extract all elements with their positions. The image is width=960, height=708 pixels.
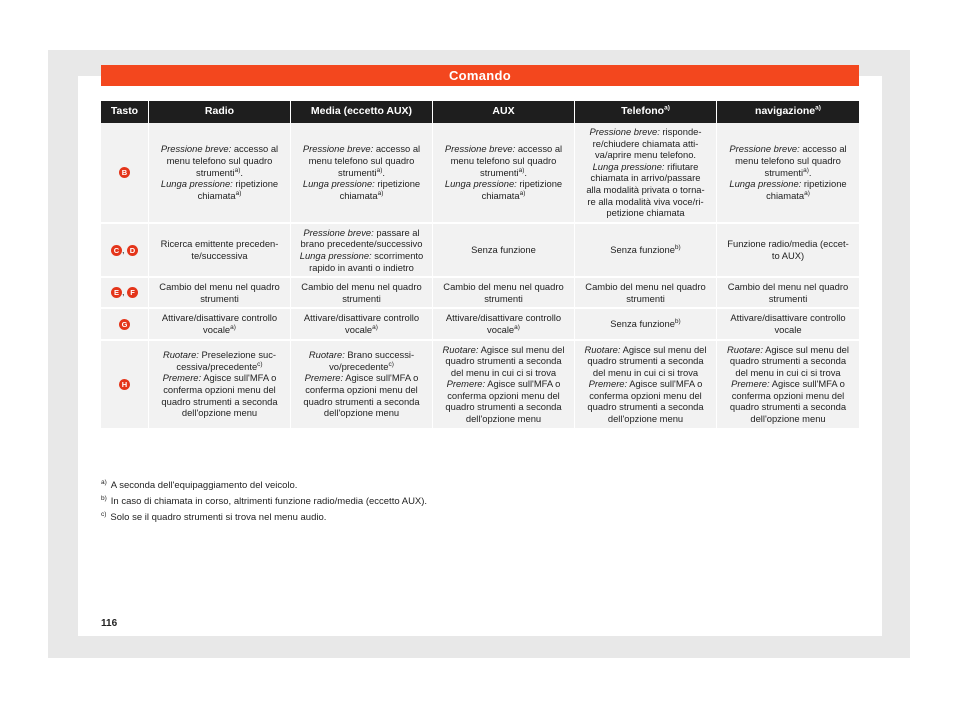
action-label: Premere: xyxy=(446,378,486,390)
cell-text: alla modalità privata o torna- xyxy=(586,183,705,195)
table-cell xyxy=(291,123,433,224)
key-badge: E xyxy=(111,287,122,298)
cell-text: scorrimento xyxy=(371,249,424,261)
cell-line xyxy=(437,155,570,167)
table-cell xyxy=(149,123,291,224)
key-cell xyxy=(101,309,149,340)
cell-text: chiamata in arrivo/passare xyxy=(590,172,701,184)
cell-text: accesso al xyxy=(231,143,279,155)
cell-line xyxy=(721,324,855,336)
cell-line xyxy=(295,178,428,190)
key-badge: H xyxy=(119,379,130,390)
cell-line xyxy=(295,293,428,305)
table-row xyxy=(101,341,859,430)
cell-line xyxy=(579,207,712,219)
footnote-ref: a) xyxy=(815,104,821,112)
cell-text: ripetizione xyxy=(801,178,847,190)
cell-line xyxy=(721,413,855,425)
cell-text: conferma opzioni menu del xyxy=(731,389,845,401)
cell-text: Preselezione suc- xyxy=(198,349,277,361)
cell-text: del menu in cui ci si trova xyxy=(735,366,841,378)
cell-text: accesso al xyxy=(515,143,563,155)
cell-line xyxy=(295,143,428,155)
cell-line xyxy=(437,190,570,202)
cell-line xyxy=(153,372,286,384)
table-cell xyxy=(717,224,859,278)
cell-line xyxy=(295,324,428,336)
cell-line xyxy=(721,401,855,413)
cell-text: Cambio del menu nel quadro xyxy=(443,281,564,293)
table-cell xyxy=(433,224,575,278)
cell-line xyxy=(295,227,428,239)
cell-line xyxy=(579,355,712,367)
cell-text: strumenti xyxy=(764,166,804,178)
column-header xyxy=(149,101,291,123)
column-header xyxy=(101,101,149,123)
table-cell xyxy=(291,309,433,340)
cell-text: chiamata xyxy=(197,189,236,201)
footnotes xyxy=(101,478,859,526)
column-header xyxy=(717,101,859,123)
table-cell xyxy=(149,224,291,278)
cell-line xyxy=(295,167,428,179)
cell-line xyxy=(295,312,428,324)
cell-line xyxy=(153,190,286,202)
key-cell xyxy=(101,341,149,430)
cell-text: Agisce sull'MFA o xyxy=(201,372,277,384)
cell-line xyxy=(721,390,855,402)
cell-text: chiamata xyxy=(339,189,378,201)
cell-text: Agisce sul menu del xyxy=(762,343,849,355)
table-body xyxy=(101,123,859,430)
action-label: Pressione breve: xyxy=(444,143,516,155)
cell-text: Attivare/disattivare controllo xyxy=(445,312,562,324)
cell-line xyxy=(437,178,570,190)
cell-line xyxy=(721,155,855,167)
footnote-ref: a) xyxy=(230,323,236,331)
cell-text: vocale xyxy=(345,323,373,335)
cell-text: dell'opzione menu xyxy=(750,413,826,425)
table-row xyxy=(101,278,859,309)
cell-text: conferma opzioni menu del xyxy=(305,384,418,396)
cell-text: re/chiudere chiamata atti- xyxy=(592,137,699,149)
footnote-text: Solo se il quadro strumenti si trova nel menu audio. xyxy=(110,512,327,523)
cell-line xyxy=(153,293,286,305)
footnote-ref: a) xyxy=(804,189,810,197)
cell-text: . xyxy=(382,166,385,178)
cell-text: strumenti xyxy=(768,292,808,304)
key-cell xyxy=(101,224,149,278)
cell-line xyxy=(437,244,570,256)
cell-text: quadro strumenti a seconda xyxy=(729,401,847,413)
action-label: Premere: xyxy=(304,372,344,384)
cell-line xyxy=(153,324,286,336)
action-label: Pressione breve: xyxy=(160,143,232,155)
cell-line xyxy=(579,244,712,256)
cell-line xyxy=(153,361,286,373)
cell-text: strumenti xyxy=(338,166,377,178)
cell-text: strumenti xyxy=(196,166,235,178)
cell-text: Cambio del menu nel quadro xyxy=(159,281,280,293)
footnote-ref: c) xyxy=(388,360,394,368)
key-cell xyxy=(101,278,149,309)
cell-text: accesso al xyxy=(799,143,847,155)
cell-text: strumenti xyxy=(626,292,665,304)
cell-text: risponde- xyxy=(659,126,702,137)
action-label: Lunga pressione: xyxy=(592,160,665,172)
cell-line xyxy=(153,396,286,408)
action-label: Premere: xyxy=(731,378,770,390)
cell-text: Senza funzione xyxy=(610,318,675,330)
cell-text: re alla modalità viva voce/ri- xyxy=(587,195,704,207)
cell-line xyxy=(295,349,428,361)
cell-line xyxy=(437,378,570,390)
cell-line xyxy=(295,250,428,262)
cell-line xyxy=(437,312,570,324)
cell-line xyxy=(721,344,855,356)
cell-text: del menu in cui ci si trova xyxy=(450,366,557,378)
cell-line xyxy=(721,190,855,202)
column-header-label: navigazione xyxy=(755,105,816,118)
action-label: Lunga pressione: xyxy=(299,249,372,261)
footnote xyxy=(101,478,859,494)
cell-text: quadro strumenti a seconda xyxy=(587,355,704,367)
cell-line xyxy=(295,155,428,167)
footnote-ref: b) xyxy=(674,317,681,325)
cell-line xyxy=(721,238,855,250)
cell-text: dell'opzione menu xyxy=(607,413,684,425)
cell-text: Agisce sul menu del xyxy=(620,343,707,355)
cell-line xyxy=(579,367,712,379)
cell-text: chiamata xyxy=(481,189,520,201)
table-row xyxy=(101,224,859,278)
cell-text: petizione chiamata xyxy=(606,207,685,219)
cell-line xyxy=(579,378,712,390)
action-label: Lunga pressione: xyxy=(160,178,233,190)
cell-text: Agisce sul menu del xyxy=(478,343,565,355)
cell-text: Cambio del menu nel quadro xyxy=(727,281,849,293)
action-label: Pressione breve: xyxy=(589,126,660,137)
cell-line xyxy=(153,238,286,250)
cell-text: ripetizione xyxy=(232,178,279,190)
column-header-label: Media (eccetto AUX) xyxy=(310,105,413,118)
cell-line xyxy=(153,155,286,167)
cell-line xyxy=(153,178,286,190)
cell-line xyxy=(437,367,570,379)
footnote-ref: a) xyxy=(803,166,809,174)
footnote xyxy=(101,510,859,526)
cell-text: quadro strumenti a seconda xyxy=(445,401,562,413)
cell-text: strumenti xyxy=(342,292,381,304)
cell-line xyxy=(153,281,286,293)
action-label: Pressione breve: xyxy=(303,226,374,238)
table-title: Comando xyxy=(101,65,859,86)
cell-text: vocale xyxy=(487,323,515,335)
cell-line xyxy=(437,390,570,402)
footnote xyxy=(101,494,859,510)
cell-text: Funzione radio/media (eccet- xyxy=(727,238,849,250)
cell-text: Cambio del menu nel quadro xyxy=(585,281,706,293)
cell-line xyxy=(153,167,286,179)
cell-line xyxy=(295,190,428,202)
footnote-ref: a) xyxy=(518,166,525,174)
cell-text: dell'opzione menu xyxy=(181,407,258,419)
cell-line xyxy=(295,262,428,274)
cell-line xyxy=(579,318,712,330)
cell-line xyxy=(153,250,286,262)
cell-text: conferma opzioni menu del xyxy=(447,389,560,401)
key-badge: D xyxy=(127,245,138,256)
table-cell xyxy=(433,278,575,309)
table-cell xyxy=(433,123,575,224)
cell-line xyxy=(437,167,570,179)
cell-text: to AUX) xyxy=(771,249,805,261)
table-cell xyxy=(433,341,575,430)
footnote-ref: a) xyxy=(514,323,520,331)
table-cell xyxy=(149,278,291,309)
key-badge: F xyxy=(127,287,138,298)
cell-line xyxy=(721,281,855,293)
footnote-text: In caso di chiamata in corso, altrimenti funzione radio/media (eccetto AUX). xyxy=(110,496,428,507)
column-header-label: AUX xyxy=(492,105,515,118)
cell-line xyxy=(295,238,428,250)
table-cell xyxy=(575,123,717,224)
cell-text: Cambio del menu nel quadro xyxy=(301,281,422,293)
cell-line xyxy=(579,281,712,293)
footnote-ref: a) xyxy=(376,166,383,174)
table-cell xyxy=(575,224,717,278)
action-label: Premere: xyxy=(588,378,628,390)
cell-text: chiamata xyxy=(766,189,805,201)
cell-text: vocale xyxy=(203,323,231,335)
cell-line xyxy=(721,178,855,190)
cell-text: . xyxy=(240,166,243,178)
table-row xyxy=(101,123,859,224)
table-cell xyxy=(149,341,291,430)
table-cell xyxy=(575,341,717,430)
cell-line xyxy=(579,196,712,208)
cell-text: Agisce sull'MFA o xyxy=(627,378,703,390)
cell-text: dell'opzione menu xyxy=(465,413,542,425)
table-cell xyxy=(291,224,433,278)
cell-text: conferma opzioni menu del xyxy=(589,389,702,401)
cell-text: vocale xyxy=(774,323,802,335)
cell-text: Senza funzione xyxy=(471,244,536,256)
key-separator: , xyxy=(121,244,127,255)
cell-text: ripetizione xyxy=(374,178,421,190)
cell-text: vo/precedente xyxy=(329,360,389,372)
command-table xyxy=(101,101,859,430)
cell-line xyxy=(721,167,855,179)
column-header xyxy=(575,101,717,123)
cell-text: quadro strumenti a seconda xyxy=(303,395,420,407)
cell-text: del menu in cui ci si trova xyxy=(592,366,699,378)
table-cell xyxy=(149,309,291,340)
cell-line xyxy=(721,143,855,155)
cell-line xyxy=(721,378,855,390)
cell-text: strumenti xyxy=(484,292,523,304)
cell-line xyxy=(153,312,286,324)
column-header-label: Radio xyxy=(204,105,235,118)
footnote-ref: c) xyxy=(257,360,263,368)
cell-line xyxy=(295,384,428,396)
cell-line xyxy=(721,355,855,367)
cell-text: . xyxy=(808,166,812,178)
cell-line xyxy=(579,390,712,402)
action-label: Ruotare: xyxy=(308,349,345,361)
cell-line xyxy=(579,161,712,173)
cell-line xyxy=(437,401,570,413)
cell-text: Agisce sull'MFA o xyxy=(769,378,845,390)
footnote-ref: a) xyxy=(377,189,384,197)
cell-line xyxy=(295,281,428,293)
cell-line xyxy=(579,138,712,150)
cell-line xyxy=(437,143,570,155)
table-cell xyxy=(291,341,433,430)
cell-line xyxy=(579,126,712,138)
column-header xyxy=(433,101,575,123)
action-label: Lunga pressione: xyxy=(729,178,802,190)
cell-text: ripetizione xyxy=(516,178,563,190)
action-label: Pressione breve: xyxy=(302,143,374,155)
cell-text: menu telefono sul quadro xyxy=(308,154,415,166)
action-label: Ruotare: xyxy=(727,343,763,355)
cell-line xyxy=(721,250,855,262)
footnote-ref: a) xyxy=(519,189,526,197)
cell-text: brano precedente/successivo xyxy=(300,238,423,250)
cell-text: Agisce sull'MFA o xyxy=(485,378,561,390)
cell-text: Senza funzione xyxy=(610,244,675,256)
cell-text: cessiva/precedente xyxy=(176,360,258,372)
cell-text: va/aprire menu telefono. xyxy=(594,149,697,161)
cell-line xyxy=(153,384,286,396)
column-header-label: Tasto xyxy=(110,105,139,118)
cell-line xyxy=(579,344,712,356)
key-badge: C xyxy=(111,245,122,256)
footnote-ref: a) xyxy=(372,323,378,331)
cell-text: rapido in avanti o indietro xyxy=(309,261,414,273)
footnote-ref: a) xyxy=(664,104,670,112)
cell-text: Agisce sull'MFA o xyxy=(343,372,419,384)
cell-text: quadro strumenti a seconda xyxy=(445,355,562,367)
table-cell xyxy=(717,278,859,309)
action-label: Ruotare: xyxy=(162,349,199,361)
cell-line xyxy=(721,293,855,305)
key-separator: , xyxy=(121,287,127,298)
footnote-ref: a) xyxy=(234,166,241,174)
cell-line xyxy=(579,172,712,184)
table-cell xyxy=(717,309,859,340)
cell-text: quadro strumenti a seconda xyxy=(161,395,278,407)
cell-text: strumenti xyxy=(200,292,239,304)
table-cell xyxy=(433,309,575,340)
cell-text: Attivare/disattivare controllo xyxy=(730,312,846,324)
action-label: Lunga pressione: xyxy=(302,178,375,190)
column-header xyxy=(291,101,433,123)
cell-text: Ricerca emittente preceden- xyxy=(160,238,279,250)
cell-text: Attivare/disattivare controllo xyxy=(303,312,420,324)
action-label: Ruotare: xyxy=(442,343,479,355)
cell-line xyxy=(721,367,855,379)
cell-line xyxy=(437,324,570,336)
cell-line xyxy=(153,349,286,361)
column-header-label: Telefono xyxy=(621,105,665,118)
cell-text: . xyxy=(524,166,527,178)
cell-text: Brano successi- xyxy=(344,349,415,361)
table-cell xyxy=(717,341,859,430)
cell-text: quadro strumenti a seconda xyxy=(729,355,847,367)
cell-line xyxy=(295,372,428,384)
cell-line xyxy=(579,401,712,413)
key-badge: G xyxy=(119,319,130,330)
cell-text: menu telefono sul quadro xyxy=(166,154,273,166)
table-header-row xyxy=(101,101,859,123)
cell-text: menu telefono sul quadro xyxy=(450,154,557,166)
cell-line xyxy=(721,312,855,324)
cell-line xyxy=(579,149,712,161)
cell-line xyxy=(153,143,286,155)
cell-text: conferma opzioni menu del xyxy=(163,384,276,396)
cell-line xyxy=(437,293,570,305)
footnote-mark: b) xyxy=(101,494,107,502)
footnote-mark: c) xyxy=(101,510,107,518)
key-cell xyxy=(101,123,149,224)
cell-text: quadro strumenti a seconda xyxy=(587,401,704,413)
cell-text: rifiutare xyxy=(664,160,699,172)
cell-line xyxy=(295,407,428,419)
cell-text: accesso al xyxy=(373,143,421,155)
cell-line xyxy=(579,413,712,425)
cell-line xyxy=(437,355,570,367)
cell-text: Attivare/disattivare controllo xyxy=(161,312,278,324)
action-label: Premere: xyxy=(162,372,202,384)
footnote-ref: b) xyxy=(674,244,681,252)
cell-text: menu telefono sul quadro xyxy=(735,154,841,166)
action-label: Lunga pressione: xyxy=(444,178,517,190)
key-badge: B xyxy=(119,167,130,178)
table-cell xyxy=(575,309,717,340)
table-cell xyxy=(717,123,859,224)
cell-line xyxy=(295,361,428,373)
footnote-mark: a) xyxy=(101,478,107,486)
footnote-text: A seconda dell'equipaggiamento del veicolo. xyxy=(110,480,298,491)
cell-line xyxy=(437,344,570,356)
action-label: Ruotare: xyxy=(584,343,621,355)
footnote-ref: a) xyxy=(235,189,242,197)
action-label: Pressione breve: xyxy=(729,143,800,155)
cell-line xyxy=(295,396,428,408)
cell-line xyxy=(579,293,712,305)
cell-text: passare al xyxy=(373,226,420,238)
table-cell xyxy=(575,278,717,309)
cell-text: dell'opzione menu xyxy=(323,407,400,419)
cell-text: te/successiva xyxy=(191,249,248,261)
table-row xyxy=(101,309,859,340)
cell-line xyxy=(437,281,570,293)
table-cell xyxy=(291,278,433,309)
cell-line xyxy=(153,407,286,419)
cell-line xyxy=(437,413,570,425)
cell-text: strumenti xyxy=(480,166,519,178)
cell-line xyxy=(579,184,712,196)
page-number: 116 xyxy=(101,618,118,629)
